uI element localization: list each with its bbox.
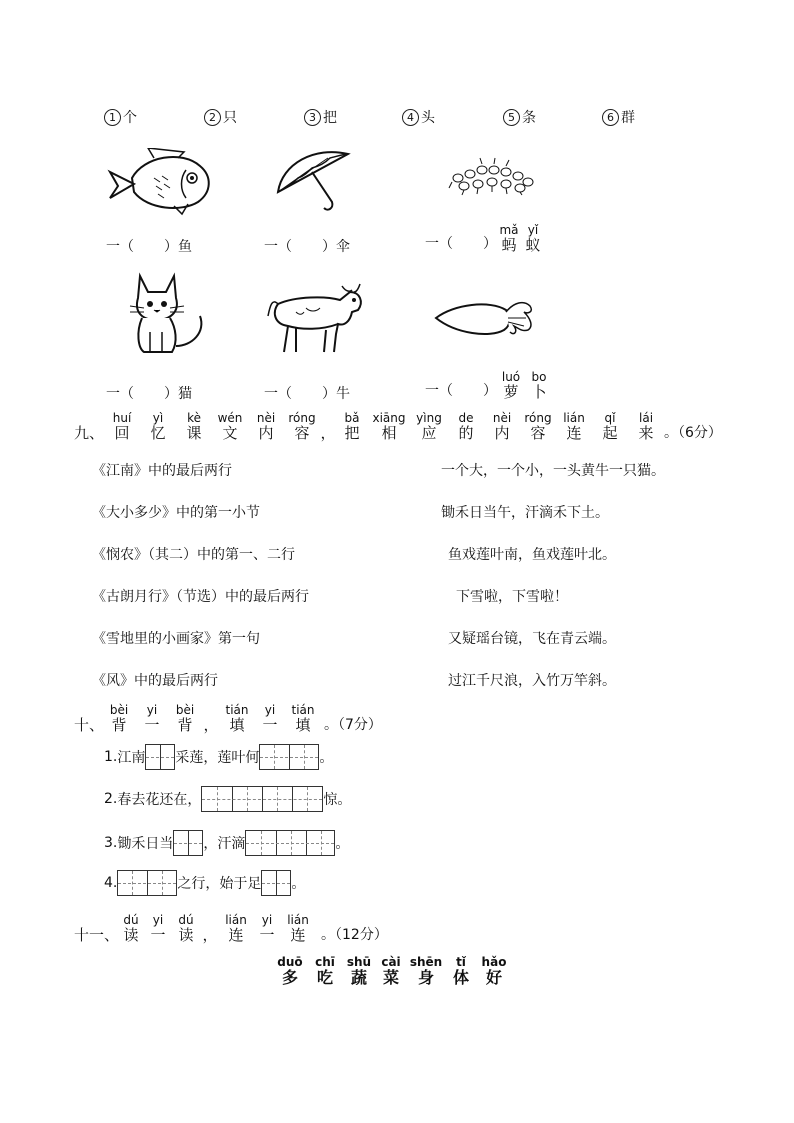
fill-item-3: 3. 锄禾日当 ，汗滴 。	[104, 830, 349, 856]
heading-char: nèi 内	[256, 411, 276, 442]
fish-image	[104, 148, 214, 216]
cow-image	[266, 282, 366, 356]
q11-title	[272, 956, 512, 986]
option-6: 6 群	[602, 107, 635, 127]
heading-char: yi 一	[259, 913, 275, 944]
heading-char: dú 读	[178, 913, 194, 944]
heading-char: ，	[202, 926, 218, 944]
heading-char: dú 读	[123, 913, 139, 944]
q10-heading: 十、 bèi 背 yi 一 bèi 背 ， tián 填 yi 一 tián 填 。（7分）	[74, 703, 382, 734]
char-grid[interactable]	[117, 870, 177, 896]
heading-char: yi 一	[150, 913, 166, 944]
heading-char: lián 连	[563, 411, 585, 442]
q11-score: 。（12分）	[321, 927, 388, 943]
title-char: hǎo 好	[481, 955, 507, 987]
q10-score: 。（7分）	[324, 717, 382, 733]
blank-fish: 一（ ）鱼	[106, 239, 192, 255]
title-char: shēn 身	[409, 955, 443, 987]
q9-score: 。（6分）	[664, 425, 722, 441]
heading-char: huí 回	[112, 411, 132, 442]
option-2: 2 只	[204, 107, 237, 127]
match-right-item: 鱼戏莲叶南，鱼戏莲叶北。	[448, 547, 616, 563]
char-grid[interactable]	[145, 744, 175, 770]
word-char: bo 卜	[531, 370, 547, 401]
heading-char: lián 连	[287, 913, 309, 944]
title-char: duō 多	[277, 955, 303, 987]
heading-char: ，	[320, 424, 336, 442]
title-char: chī 吃	[315, 955, 335, 987]
option-1: 1 个	[104, 107, 137, 127]
match-right-item: 下雪啦，下雪啦！	[456, 589, 568, 605]
blank-radish: 一（ ） luó 萝 bo 卜	[425, 371, 553, 401]
q9-heading: 九、 huí 回 yì 忆 kè 课 wén 文 nèi 内 róng 容 ， bǎ 把 xiāng 相 yìng 应 de 的 nèi 内 róng 容 lián 连 qǐ 起 lái 来 。（6分）	[74, 411, 722, 442]
fill-item-2: 2. 春去花还在， 惊。	[104, 786, 351, 812]
heading-char: wén 文	[217, 411, 243, 442]
heading-char: ，	[203, 716, 219, 734]
word-char: yǐ 蚁	[525, 223, 541, 254]
heading-char: yi 一	[262, 703, 278, 734]
ants-image	[448, 156, 536, 196]
heading-char: yi 一	[144, 703, 160, 734]
option-4: 4 头	[402, 107, 435, 127]
match-left-item: 《古朗月行》（节选）中的最后两行	[92, 589, 309, 605]
char-grid[interactable]	[245, 830, 335, 856]
umbrella-image	[272, 146, 356, 216]
blank-ants: 一（ ） mǎ 蚂 yǐ 蚁	[425, 224, 545, 254]
heading-char: lái 来	[638, 411, 654, 442]
match-left-item: 《江南》中的最后两行	[92, 463, 232, 479]
match-right-item: 一个大，一个小，一头黄牛一只猫。	[441, 463, 665, 479]
heading-char: róng 容	[524, 411, 552, 442]
heading-char: tián 填	[225, 703, 249, 734]
heading-char: yìng 应	[416, 411, 442, 442]
fill-item-4: 4. 之行，始于足 。	[104, 870, 305, 896]
title-char: tǐ 体	[452, 955, 469, 987]
heading-char: bǎ 把	[344, 411, 360, 442]
fill-item-1: 1. 江南 采莲，莲叶何 。	[104, 744, 333, 770]
cat-image	[126, 272, 210, 354]
char-grid[interactable]	[261, 870, 291, 896]
heading-char: tián 填	[291, 703, 315, 734]
match-right-item: 又疑瑶台镜，飞在青云端。	[448, 631, 616, 647]
title-char: shū 蔬	[346, 955, 372, 987]
heading-char: bèi 背	[109, 703, 129, 734]
blank-cat: 一（ ）猫	[106, 386, 192, 402]
title-char: cài 菜	[381, 955, 401, 987]
match-left-item: 《雪地里的小画家》第一句	[92, 631, 260, 647]
match-right-item: 锄禾日当午，汗滴禾下土。	[441, 505, 609, 521]
blank-cow: 一（ ）牛	[264, 386, 350, 402]
heading-char: nèi 内	[492, 411, 512, 442]
match-left-item: 《风》中的最后两行	[92, 673, 218, 689]
blank-umbrella: 一（ ）伞	[264, 239, 350, 255]
word-char: luó 萝	[501, 370, 521, 401]
word-char: mǎ 蚂	[499, 223, 519, 254]
option-5: 5 条	[503, 107, 536, 127]
char-grid[interactable]	[259, 744, 319, 770]
option-3: 3 把	[304, 107, 337, 127]
char-grid[interactable]	[173, 830, 203, 856]
heading-char: de 的	[458, 411, 474, 442]
match-right-item: 过江千尺浪，入竹万竿斜。	[448, 673, 616, 689]
char-grid[interactable]	[201, 786, 323, 812]
heading-char: qǐ 起	[602, 411, 618, 442]
heading-char: lián 连	[225, 913, 247, 944]
match-left-item: 《悯农》（其二）中的第一、二行	[92, 547, 295, 563]
heading-char: kè 课	[186, 411, 202, 442]
heading-char: yì 忆	[150, 411, 166, 442]
radish-image	[434, 296, 536, 340]
heading-char: xiāng 相	[372, 411, 406, 442]
heading-char: róng 容	[288, 411, 316, 442]
match-left-item: 《大小多少》中的第一小节	[92, 505, 260, 521]
heading-char: bèi 背	[175, 703, 195, 734]
q11-heading: 十一、 dú 读 yi 一 dú 读 ， lián 连 yi 一 lián 连 。（12分）	[74, 913, 388, 944]
